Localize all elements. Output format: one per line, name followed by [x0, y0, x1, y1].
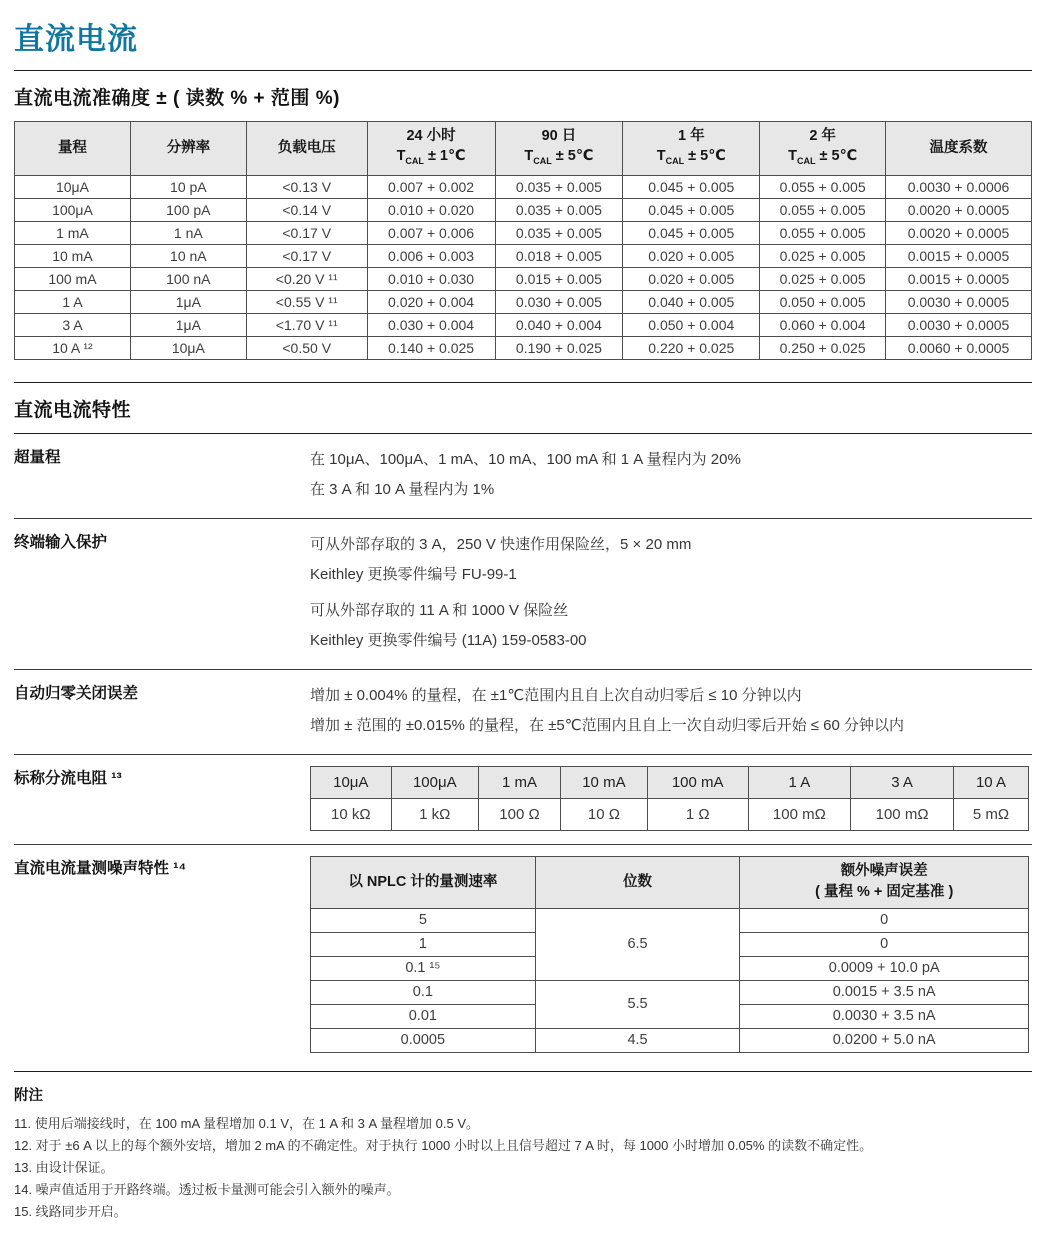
accuracy-90d-cell: 0.035 + 0.005	[495, 198, 623, 221]
shunt-value-row	[311, 798, 1029, 830]
input-protection-value	[310, 530, 1032, 656]
accuracy-2y-cell: 0.060 + 0.004	[760, 313, 886, 336]
shunt-value-cell: 10 kΩ	[311, 798, 392, 830]
noise-table-body	[311, 908, 1029, 1052]
period-24h-column-header	[367, 122, 495, 176]
accuracy-90d-cell: 0.035 + 0.005	[495, 221, 623, 244]
table-row	[311, 980, 1029, 1004]
resolution-cell: 1μA	[130, 290, 246, 313]
shunt-range-cell: 10 A	[953, 766, 1028, 798]
shunt-value-cell: 1 kΩ	[391, 798, 478, 830]
extra-noise-line1: 额外噪声误差	[840, 863, 928, 880]
nplc-rate-cell: 0.1 ¹⁵	[311, 956, 536, 980]
burden-voltage-cell: <0.17 V	[246, 244, 367, 267]
shunt-value-cell: 100 mΩ	[748, 798, 851, 830]
extra-noise-cell: 0	[740, 908, 1029, 932]
shunt-value-cell: 10 Ω	[560, 798, 647, 830]
accuracy-table-body	[15, 175, 1032, 359]
range-cell: 10 A ¹²	[15, 336, 131, 359]
shunt-resistor-table	[310, 766, 1029, 831]
overrange-value	[310, 445, 1032, 505]
noise-label: 直流电流量测噪声特性 ¹⁴	[14, 859, 187, 877]
noise-table-header	[311, 856, 1029, 908]
accuracy-90d-cell: 0.035 + 0.005	[495, 175, 623, 198]
footnote-item: 15. 线路同步开启。	[14, 1203, 127, 1219]
accuracy-2y-cell: 0.055 + 0.005	[760, 198, 886, 221]
accuracy-1y-cell: 0.045 + 0.005	[623, 221, 760, 244]
extra-noise-line2: ( 量程 % + 固定基准 )	[815, 884, 954, 901]
nplc-rate-cell: 0.1	[311, 980, 536, 1004]
accuracy-1y-cell: 0.040 + 0.005	[623, 290, 760, 313]
accuracy-2y-cell: 0.055 + 0.005	[760, 175, 886, 198]
accuracy-2y-cell: 0.055 + 0.005	[760, 221, 886, 244]
accuracy-1y-cell: 0.020 + 0.005	[623, 267, 760, 290]
table-row	[15, 267, 1032, 290]
accuracy-90d-cell: 0.030 + 0.005	[495, 290, 623, 313]
resolution-cell: 10 nA	[130, 244, 246, 267]
shunt-range-cell: 1 A	[748, 766, 851, 798]
fuse-11a-line2: Keithley 更换零件编号 (11A) 159-0583-00	[310, 631, 587, 649]
fuse-11a-paragraph	[310, 596, 1032, 656]
accuracy-90d-cell: 0.040 + 0.004	[495, 313, 623, 336]
extra-noise-cell: 0.0009 + 10.0 pA	[740, 956, 1029, 980]
accuracy-24h-cell: 0.140 + 0.025	[367, 336, 495, 359]
overrange-line2: 在 3 A 和 10 A 量程内为 1%	[310, 480, 495, 498]
dc-accuracy-table	[14, 121, 1032, 360]
table-row	[15, 221, 1032, 244]
accuracy-90d-cell: 0.015 + 0.005	[495, 267, 623, 290]
range-cell: 10μA	[15, 175, 131, 198]
burden-voltage-cell: <0.55 V ¹¹	[246, 290, 367, 313]
accuracy-1y-cell: 0.050 + 0.004	[623, 313, 760, 336]
accuracy-1y-cell: 0.220 + 0.025	[623, 336, 760, 359]
overrange-label: 超量程	[14, 448, 61, 466]
period-90d-line1: 90 日	[541, 128, 577, 144]
overrange-line1: 在 10μA、100μA、1 mA、10 mA、100 mA 和 1 A 量程内为 20%	[310, 450, 741, 468]
tempco-cell: 0.0030 + 0.0005	[886, 313, 1032, 336]
nplc-rate-cell: 0.01	[311, 1004, 536, 1028]
accuracy-24h-cell: 0.010 + 0.020	[367, 198, 495, 221]
range-cell: 10 mA	[15, 244, 131, 267]
range-column-header: 量程	[15, 122, 131, 176]
table-row	[15, 336, 1032, 359]
accuracy-2y-cell: 0.025 + 0.005	[760, 244, 886, 267]
accuracy-24h-cell: 0.007 + 0.002	[367, 175, 495, 198]
shunt-value-cell: 5 mΩ	[953, 798, 1028, 830]
digits-cell: 6.5	[535, 908, 740, 980]
autozero-off-label: 自动归零关闭误差	[14, 684, 139, 702]
extra-noise-cell: 0.0200 + 5.0 nA	[740, 1028, 1029, 1052]
resolution-cell: 10 pA	[130, 175, 246, 198]
table-row	[15, 290, 1032, 313]
shunt-value-cell: 1 Ω	[647, 798, 748, 830]
period-90d-tcal: $T_{CAL}$ ± 5℃	[524, 148, 594, 166]
tempco-cell: 0.0020 + 0.0005	[886, 221, 1032, 244]
table-row	[311, 908, 1029, 932]
nplc-rate-cell: 5	[311, 908, 536, 932]
characteristics-heading: 直流电流特性	[14, 399, 132, 421]
tempco-cell: 0.0060 + 0.0005	[886, 336, 1032, 359]
accuracy-2y-cell: 0.025 + 0.005	[760, 267, 886, 290]
resolution-cell: 1μA	[130, 313, 246, 336]
accuracy-table-header	[15, 122, 1032, 176]
accuracy-2y-cell: 0.050 + 0.005	[760, 290, 886, 313]
accuracy-1y-cell: 0.045 + 0.005	[623, 175, 760, 198]
shunt-range-cell: 10 mA	[560, 766, 647, 798]
burden-voltage-cell: <0.13 V	[246, 175, 367, 198]
table-row	[311, 1028, 1029, 1052]
resolution-cell: 10μA	[130, 336, 246, 359]
period-24h-line1: 24 小时	[406, 128, 456, 144]
period-1y-line1: 1 年	[677, 128, 705, 144]
autozero-off-value	[310, 681, 1032, 741]
title-divider	[14, 70, 1032, 71]
period-1y-column-header	[623, 122, 760, 176]
shunt-resistor-block	[14, 755, 1032, 845]
shunt-value-cell: 100 Ω	[478, 798, 560, 830]
nplc-rate-cell: 0.0005	[311, 1028, 536, 1052]
fuse-11a-line1: 可从外部存取的 11 A 和 1000 V 保险丝	[310, 601, 569, 619]
footnotes-divider	[14, 1071, 1032, 1072]
tempco-cell: 0.0015 + 0.0005	[886, 244, 1032, 267]
fuse-3a-line1: 可从外部存取的 3 A，250 V 快速作用保险丝，5 × 20 mm	[310, 535, 692, 553]
range-cell: 1 mA	[15, 221, 131, 244]
noise-value	[310, 856, 1032, 1053]
footnote-item: 14. 噪声值适用于开路终端。透过板卡量测可能会引入额外的噪声。	[14, 1181, 400, 1197]
accuracy-90d-cell: 0.190 + 0.025	[495, 336, 623, 359]
fuse-3a-line2: Keithley 更换零件编号 FU-99-1	[310, 565, 517, 583]
nplc-rate-column-header: 以 NPLC 计的量测速率	[311, 856, 536, 908]
shunt-range-cell: 1 mA	[478, 766, 560, 798]
shunt-range-cell: 100 mA	[647, 766, 748, 798]
digits-cell: 4.5	[535, 1028, 740, 1052]
autozero-line2: 增加 ± 范围的 ±0.015% 的量程，在 ±5℃范围内且自上一次自动归零后开始 ≤ 60 分钟以内	[310, 716, 905, 734]
footnote-item: 11. 使用后端接线时，在 100 mA 量程增加 0.1 V，在 1 A 和 3 A 量程增加 0.5 V。	[14, 1115, 479, 1131]
accuracy-1y-cell: 0.045 + 0.005	[623, 198, 760, 221]
range-cell: 1 A	[15, 290, 131, 313]
page-title: 直流电流	[14, 23, 138, 56]
digits-cell: 5.5	[535, 980, 740, 1028]
digits-column-header: 位数	[535, 856, 740, 908]
shunt-range-cell: 10μA	[311, 766, 392, 798]
input-protection-block	[14, 519, 1032, 670]
table-row	[15, 198, 1032, 221]
extra-noise-cell: 0.0015 + 3.5 nA	[740, 980, 1029, 1004]
accuracy-90d-cell: 0.018 + 0.005	[495, 244, 623, 267]
shunt-resistor-value	[310, 766, 1032, 831]
period-2y-line1: 2 年	[809, 128, 836, 144]
accuracy-24h-cell: 0.006 + 0.003	[367, 244, 495, 267]
accuracy-24h-cell: 0.007 + 0.006	[367, 221, 495, 244]
footnotes-list	[14, 1113, 1032, 1223]
footnotes-heading: 附注	[14, 1087, 43, 1104]
characteristics-divider-top	[14, 382, 1032, 383]
autozero-off-block	[14, 670, 1032, 755]
autozero-line1: 增加 ± 0.004% 的量程，在 ±1℃范围内且自上次自动归零后 ≤ 10 分钟以内	[310, 686, 802, 704]
shunt-value-cell: 100 mΩ	[851, 798, 954, 830]
shunt-range-cell: 100μA	[391, 766, 478, 798]
range-cell: 100μA	[15, 198, 131, 221]
tempco-cell: 0.0015 + 0.0005	[886, 267, 1032, 290]
fuse-3a-paragraph	[310, 530, 1032, 590]
shunt-range-row	[311, 766, 1029, 798]
accuracy-heading: 直流电流准确度 ± ( 读数 % + 范围 %)	[14, 88, 340, 109]
table-row	[15, 175, 1032, 198]
accuracy-24h-cell: 0.030 + 0.004	[367, 313, 495, 336]
burden-voltage-cell: <0.14 V	[246, 198, 367, 221]
period-1y-tcal: $T_{CAL}$ ± 5℃	[656, 148, 726, 166]
overrange-block	[14, 434, 1032, 519]
tempco-column-header: 温度系数	[886, 122, 1032, 176]
shunt-range-cell: 3 A	[851, 766, 954, 798]
input-protection-label: 终端输入保护	[14, 533, 108, 551]
tempco-cell: 0.0030 + 0.0005	[886, 290, 1032, 313]
extra-noise-cell: 0	[740, 932, 1029, 956]
nplc-rate-cell: 1	[311, 932, 536, 956]
footnotes-section	[14, 1084, 1032, 1223]
burden-voltage-cell: <1.70 V ¹¹	[246, 313, 367, 336]
period-2y-tcal: $T_{CAL}$ ± 5℃	[788, 148, 858, 166]
period-24h-tcal: $T_{CAL}$ ± 1℃	[396, 148, 466, 166]
accuracy-2y-cell: 0.250 + 0.025	[760, 336, 886, 359]
burden-voltage-column-header: 负载电压	[246, 122, 367, 176]
burden-voltage-cell: <0.17 V	[246, 221, 367, 244]
accuracy-24h-cell: 0.020 + 0.004	[367, 290, 495, 313]
burden-voltage-cell: <0.20 V ¹¹	[246, 267, 367, 290]
shunt-resistor-label: 标称分流电阻 ¹³	[14, 769, 122, 787]
noise-block	[14, 845, 1032, 1071]
accuracy-24h-cell: 0.010 + 0.030	[367, 267, 495, 290]
footnote-item: 13. 由设计保证。	[14, 1159, 114, 1175]
burden-voltage-cell: <0.50 V	[246, 336, 367, 359]
footnote-item: 12. 对于 ±6 A 以上的每个额外安培，增加 2 mA 的不确定性。对于执行 1000 小时以上且信号超过 7 A 时，每 1000 小时增加 0.05% 的读数不确定性。	[14, 1137, 873, 1153]
extra-noise-cell: 0.0030 + 3.5 nA	[740, 1004, 1029, 1028]
tempco-cell: 0.0030 + 0.0006	[886, 175, 1032, 198]
period-2y-column-header	[760, 122, 886, 176]
extra-noise-column-header	[740, 856, 1029, 908]
table-row	[15, 313, 1032, 336]
resolution-cell: 100 pA	[130, 198, 246, 221]
tempco-cell: 0.0020 + 0.0005	[886, 198, 1032, 221]
accuracy-1y-cell: 0.020 + 0.005	[623, 244, 760, 267]
range-cell: 100 mA	[15, 267, 131, 290]
resolution-column-header: 分辨率	[130, 122, 246, 176]
resolution-cell: 1 nA	[130, 221, 246, 244]
period-90d-column-header	[495, 122, 623, 176]
table-row	[15, 244, 1032, 267]
noise-table	[310, 856, 1029, 1053]
range-cell: 3 A	[15, 313, 131, 336]
resolution-cell: 100 nA	[130, 267, 246, 290]
